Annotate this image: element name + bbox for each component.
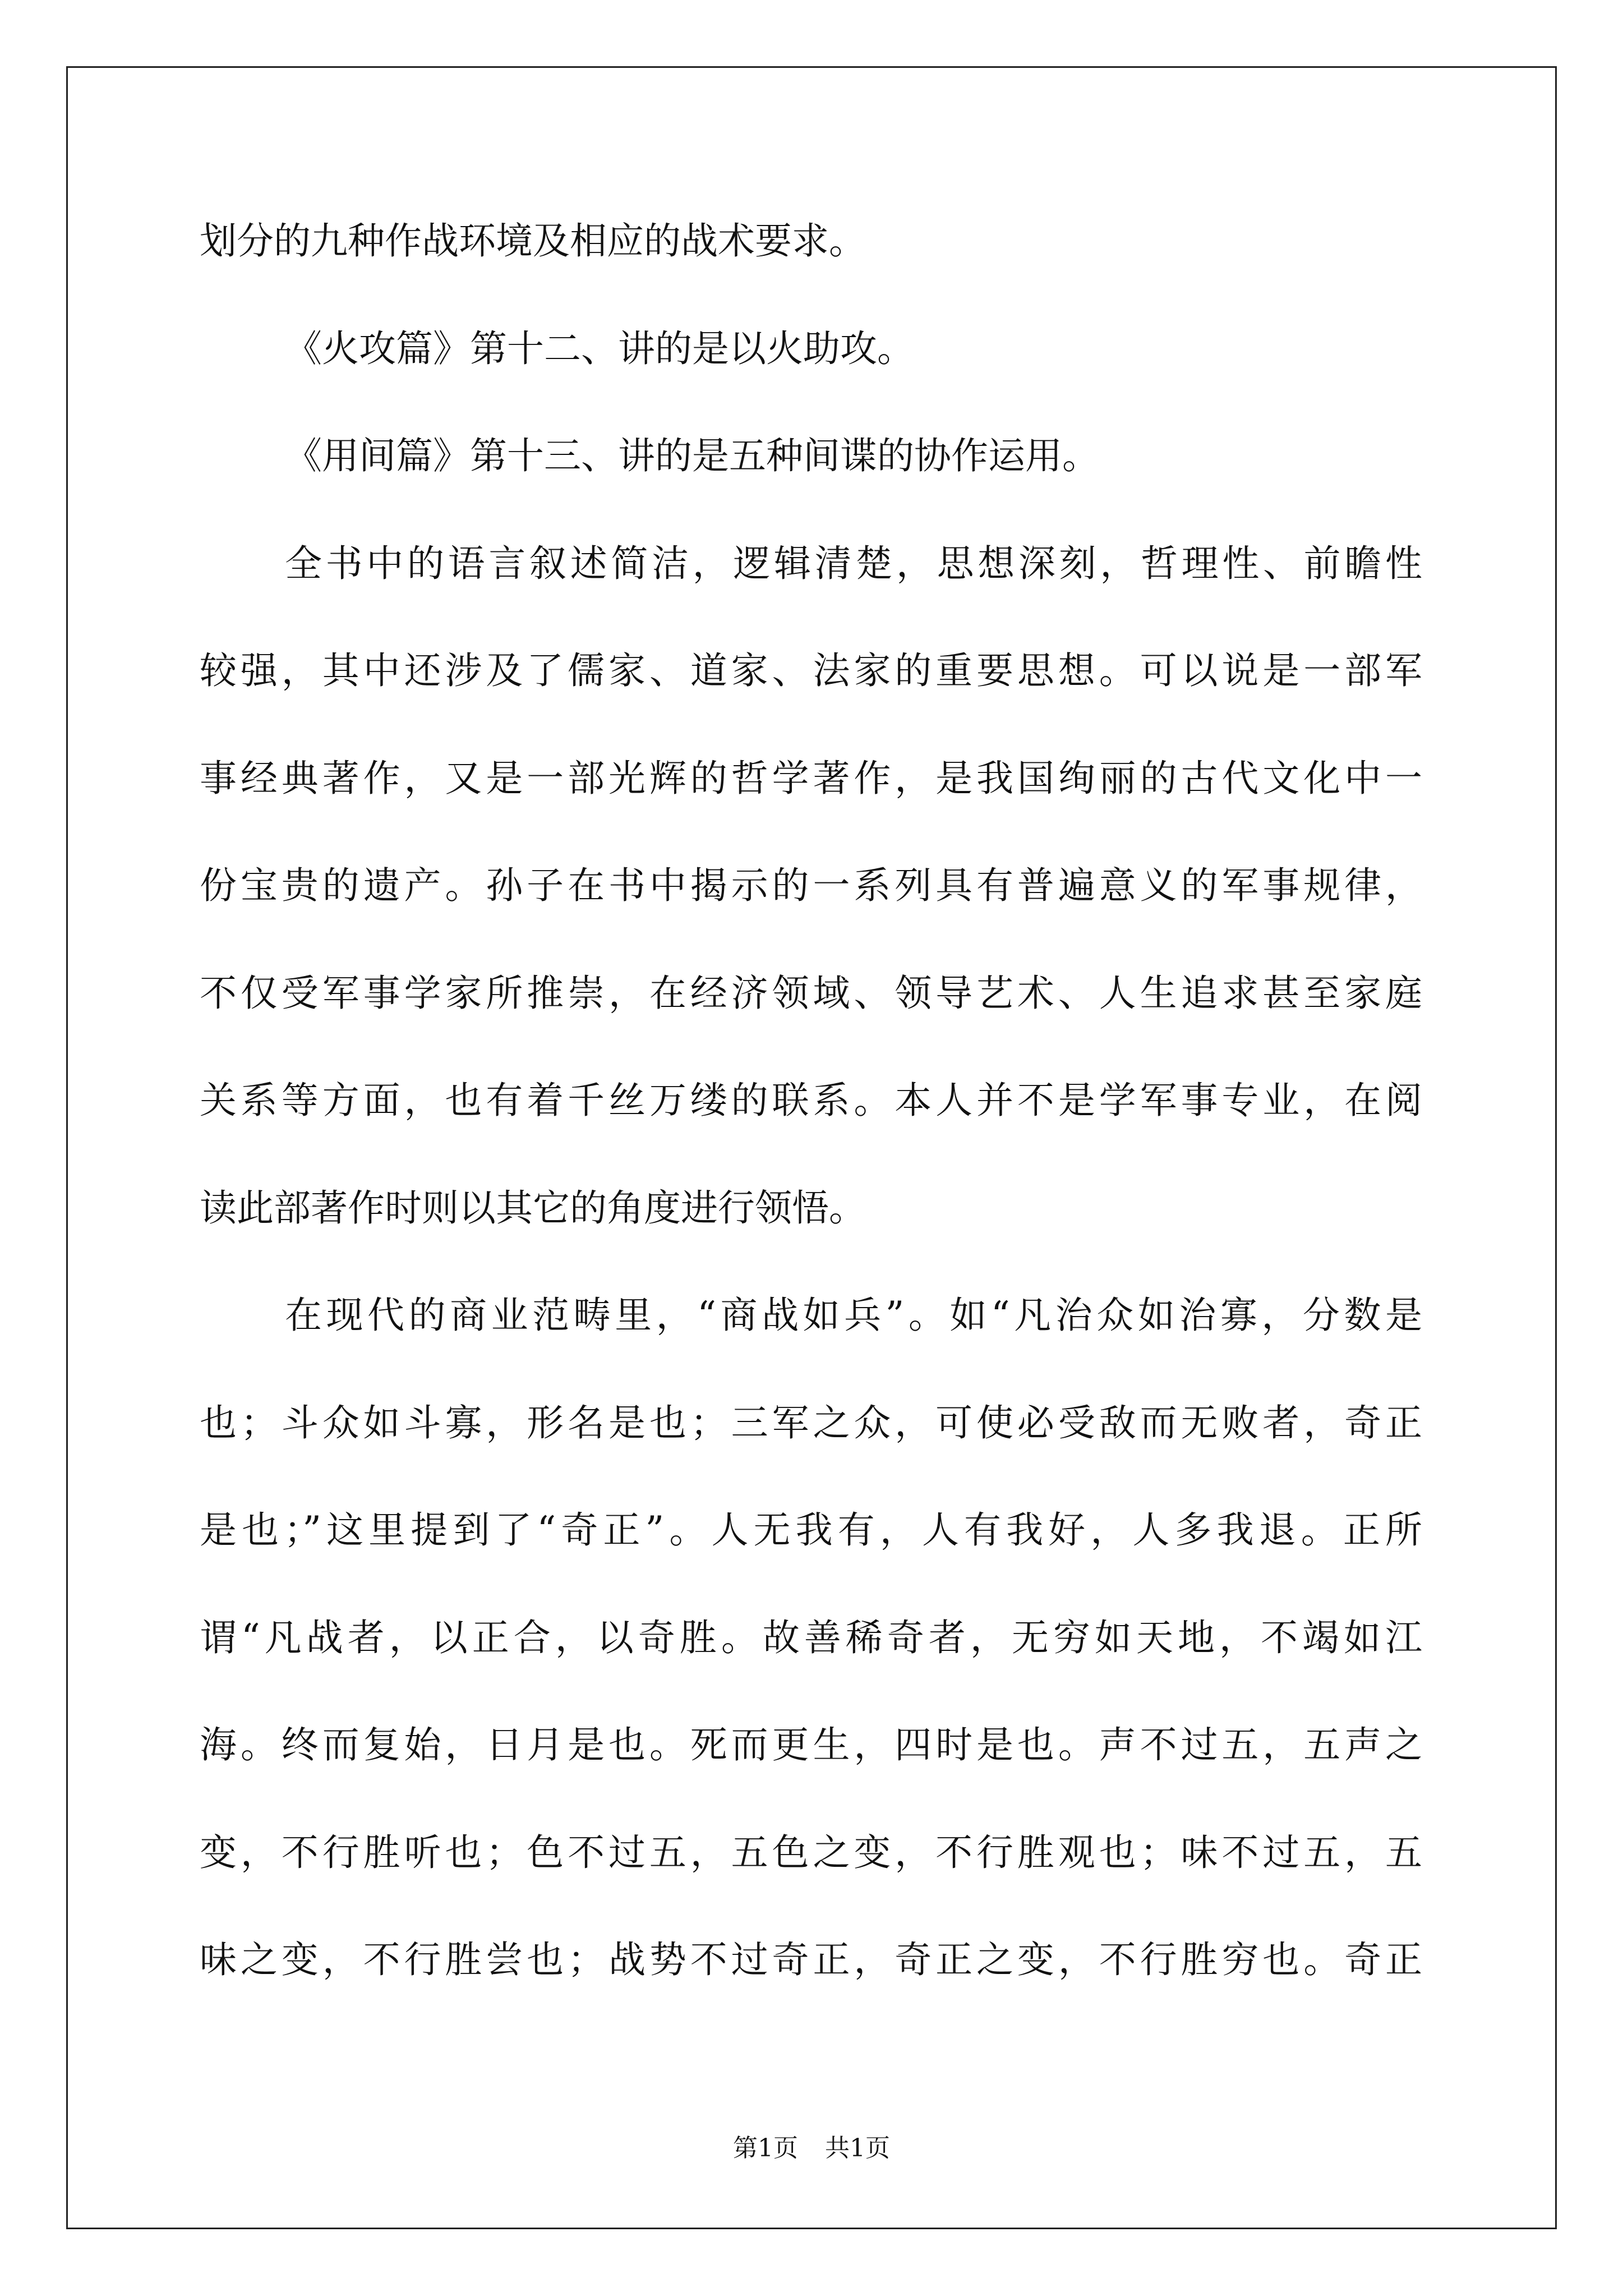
text-line: 事经典著作，又是一部光辉的哲学著作，是我国绚丽的古代文化中一 bbox=[200, 756, 1422, 800]
text-line: 海。终而复始，日月是也。死而更生，四时是也。声不过五，五声之 bbox=[200, 1723, 1422, 1766]
text-line: 《火攻篇》第十二、讲的是以火助攻。 bbox=[285, 326, 914, 370]
text-line: 不仅受军事学家所推崇，在经济领域、领导艺术、人生追求甚至家庭 bbox=[200, 971, 1422, 1015]
text-line: 味之变，不行胜尝也；战势不过奇正，奇正之变，不行胜穷也。奇正 bbox=[200, 1938, 1422, 1981]
page-number: 第1页 bbox=[733, 2134, 798, 2162]
text-line: 划分的九种作战环境及相应的战术要求。 bbox=[200, 219, 866, 263]
text-line: 全书中的语言叙述简洁，逻辑清楚，思想深刻，哲理性、前瞻性 bbox=[285, 541, 1422, 585]
text-line: 份宝贵的遗产。孙子在书中揭示的一系列具有普遍意义的军事规律， bbox=[200, 864, 1422, 907]
text-line: 也；斗众如斗寡，形名是也；三军之众，可使必受敌而无败者，奇正 bbox=[200, 1401, 1422, 1444]
text-line: 关系等方面，也有着千丝万缕的联系。本人并不是学军事专业，在阅 bbox=[200, 1079, 1422, 1122]
text-line: 谓“凡战者，以正合，以奇胜。故善稀奇者，无穷如天地，不竭如江 bbox=[200, 1616, 1422, 1659]
text-line: 读此部著作时则以其它的角度进行领悟。 bbox=[200, 1186, 866, 1230]
text-line: 《用间篇》第十三、讲的是五种间谍的协作运用。 bbox=[285, 434, 1099, 477]
text-line: 是也；”这里提到了“奇正”。人无我有，人有我好，人多我退。正所 bbox=[200, 1508, 1422, 1552]
page-total: 共1页 bbox=[825, 2134, 890, 2162]
body-text bbox=[200, 213, 1422, 2040]
text-line: 在现代的商业范畴里，“商战如兵”。如“凡治众如治寡，分数是 bbox=[285, 1294, 1422, 1337]
text-line: 较强，其中还涉及了儒家、道家、法家的重要思想。可以说是一部军 bbox=[200, 649, 1422, 692]
page-footer bbox=[0, 2132, 1623, 2165]
text-line: 变，不行胜听也；色不过五，五色之变，不行胜观也；味不过五，五 bbox=[200, 1830, 1422, 1874]
